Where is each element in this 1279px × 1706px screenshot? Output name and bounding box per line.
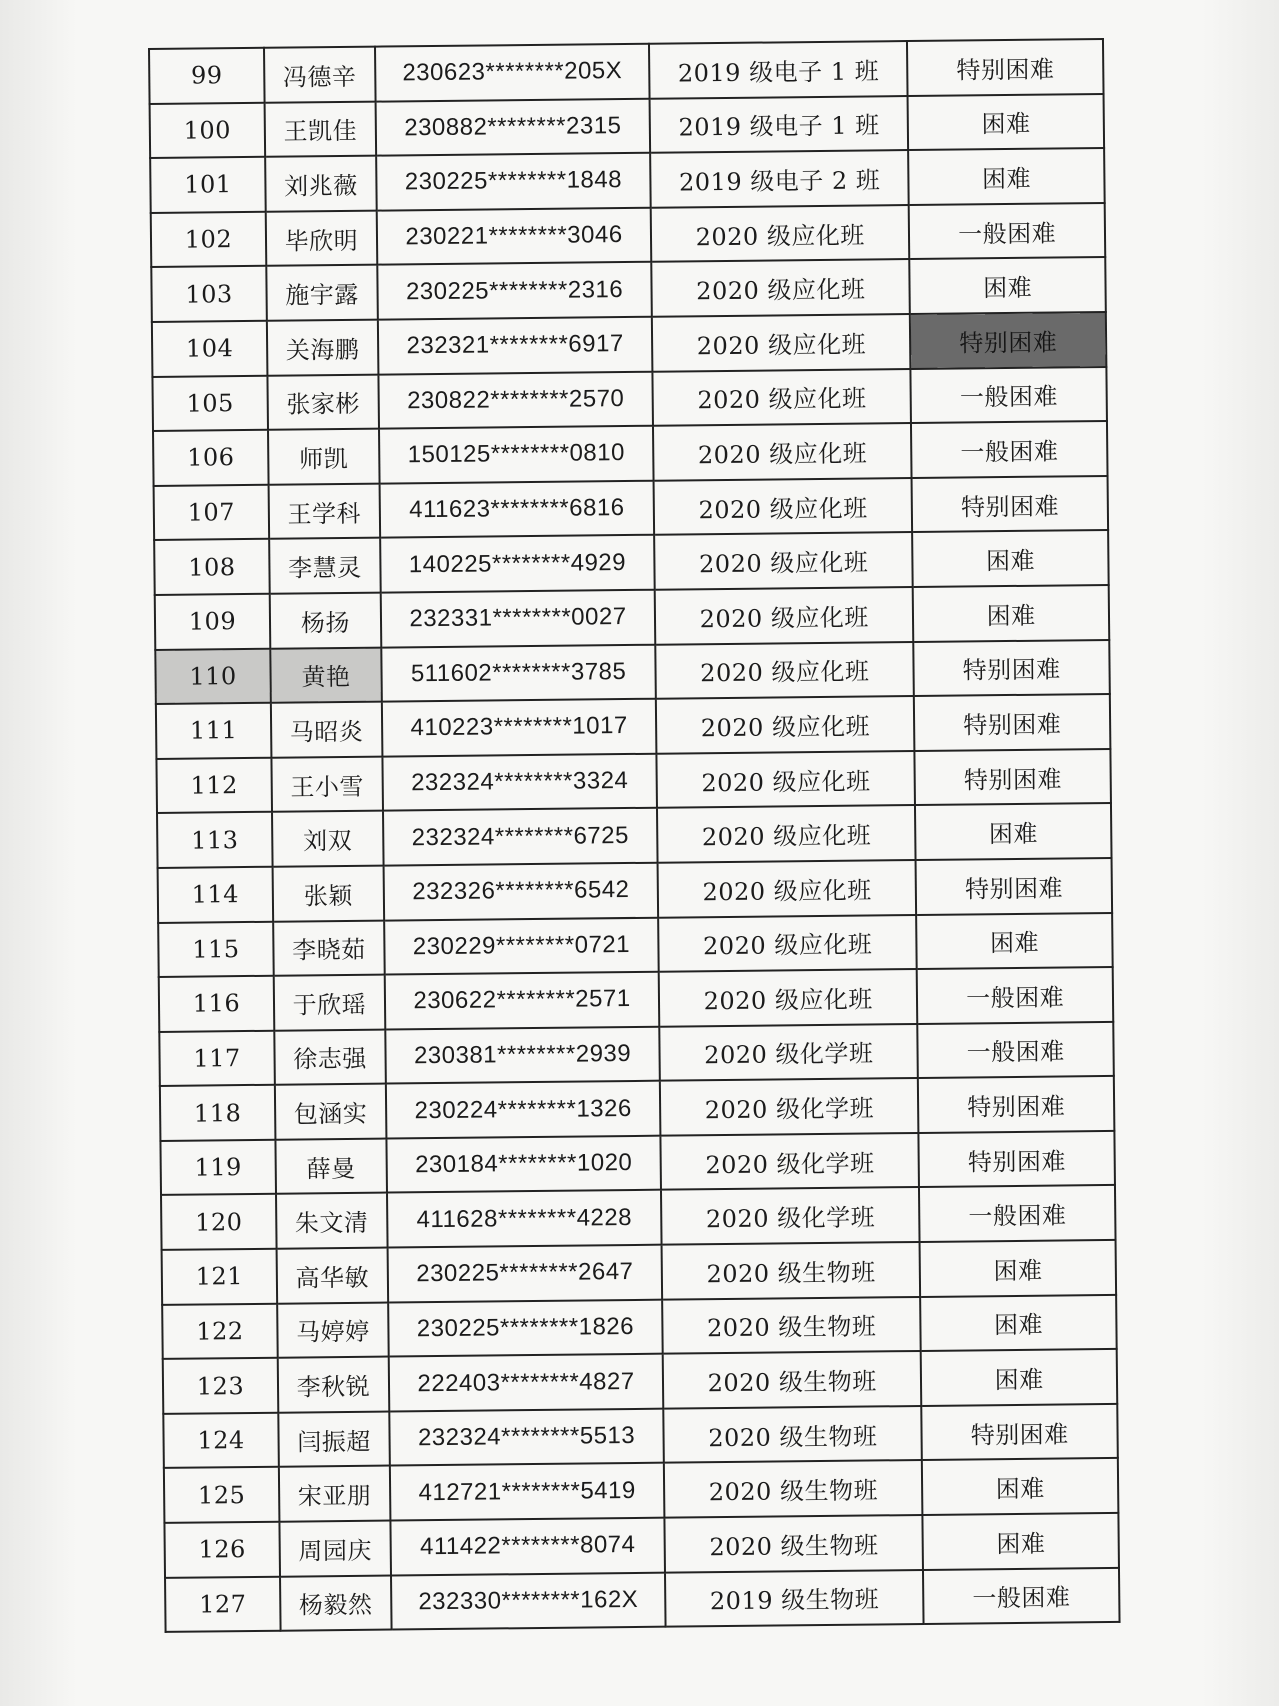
table-row [154, 530, 1109, 595]
table-row [160, 1076, 1115, 1141]
hardship-level: 困难 [923, 1513, 1119, 1570]
student-name: 闫振超 [278, 1411, 389, 1467]
row-number: 117 [159, 1030, 275, 1086]
student-name: 高华敏 [277, 1248, 388, 1304]
class-name: 2020 级应化班 [655, 642, 914, 699]
id-number: 232321********6917 [378, 317, 653, 374]
student-name: 李秋锐 [278, 1357, 389, 1413]
id-number: 230225********1848 [376, 153, 651, 210]
id-number: 230622********2571 [385, 972, 660, 1029]
hardship-level: 困难 [912, 530, 1108, 587]
student-name: 黄艳 [270, 647, 381, 703]
class-name: 2020 级应化班 [659, 969, 918, 1026]
row-number: 118 [160, 1085, 276, 1141]
class-name: 2020 级应化班 [655, 587, 914, 644]
hardship-level: 困难 [920, 1240, 1116, 1297]
hardship-level: 困难 [908, 94, 1104, 151]
student-name: 朱文清 [276, 1193, 387, 1249]
hardship-level: 困难 [915, 803, 1111, 860]
row-number: 111 [156, 703, 272, 759]
row-number: 120 [161, 1194, 277, 1250]
hardship-level: 特别困难 [918, 1076, 1114, 1133]
class-name: 2020 级应化班 [651, 205, 910, 262]
row-number: 110 [155, 648, 271, 704]
id-number: 230229********0721 [384, 917, 659, 974]
row-number: 121 [162, 1249, 278, 1305]
class-name: 2020 级生物班 [665, 1515, 924, 1572]
id-number: 230225********1826 [388, 1299, 663, 1356]
id-number: 411623********6816 [379, 480, 654, 537]
hardship-level: 一般困难 [918, 1022, 1114, 1079]
class-name: 2020 级应化班 [658, 915, 917, 972]
table-row [156, 694, 1111, 759]
student-name: 张颖 [273, 865, 384, 921]
id-number: 511602********3785 [381, 644, 656, 701]
table-row [162, 1295, 1117, 1360]
hardship-level: 特别困难 [914, 639, 1110, 696]
student-name: 杨毅然 [280, 1575, 391, 1631]
class-name: 2020 级应化班 [658, 860, 917, 917]
table-row [160, 1131, 1115, 1196]
student-name: 李慧灵 [269, 538, 380, 594]
row-number: 100 [150, 102, 266, 158]
id-number: 230224********1326 [386, 1081, 661, 1138]
hardship-level: 一般困难 [923, 1568, 1119, 1625]
id-number: 410223********1017 [382, 699, 657, 756]
hardship-level: 困难 [913, 585, 1109, 642]
student-name: 包涵实 [275, 1084, 386, 1140]
hardship-level: 一般困难 [917, 967, 1113, 1024]
student-name: 薛曼 [275, 1138, 386, 1194]
table-row [150, 148, 1105, 213]
row-number: 108 [154, 539, 270, 595]
row-number: 104 [152, 321, 268, 377]
row-number: 101 [150, 157, 266, 213]
class-name: 2020 级化学班 [661, 1133, 920, 1190]
id-number: 232324********3324 [382, 753, 657, 810]
hardship-level: 特别困难 [910, 312, 1106, 369]
table-row [151, 203, 1106, 268]
table-body [149, 39, 1120, 1632]
row-number: 113 [157, 812, 273, 868]
class-name: 2020 级应化班 [653, 369, 912, 426]
id-number: 232326********6542 [383, 863, 658, 920]
table-row [163, 1404, 1118, 1469]
hardship-level: 困难 [922, 1458, 1118, 1515]
row-number: 126 [164, 1522, 280, 1578]
table-row [164, 1513, 1119, 1578]
student-name: 杨扬 [270, 593, 381, 649]
student-name: 毕欣明 [266, 210, 377, 266]
class-name: 2019 级生物班 [665, 1570, 924, 1627]
hardship-level: 特别困难 [912, 476, 1108, 533]
hardship-level: 特别困难 [915, 749, 1111, 806]
id-number: 232331********0027 [381, 590, 656, 647]
class-name: 2020 级应化班 [652, 314, 911, 371]
class-name: 2020 级应化班 [657, 751, 916, 808]
student-name: 宋亚朋 [279, 1466, 390, 1522]
student-name: 王小雪 [271, 756, 382, 812]
class-name: 2020 级生物班 [662, 1242, 921, 1299]
id-number: 230225********2316 [377, 262, 652, 319]
hardship-level: 特别困难 [914, 694, 1110, 751]
id-number: 411422********8074 [390, 1518, 665, 1575]
row-number: 106 [153, 430, 269, 486]
id-number: 230184********1020 [386, 1136, 661, 1193]
id-number: 230221********3046 [377, 208, 652, 265]
table-row [162, 1240, 1117, 1305]
table-row [155, 639, 1110, 704]
student-name: 于欣瑶 [274, 975, 385, 1031]
row-number: 127 [165, 1576, 281, 1632]
hardship-level: 特别困难 [922, 1404, 1118, 1461]
table-row [152, 312, 1107, 377]
class-name: 2019 级电子 1 班 [650, 96, 909, 153]
row-number: 122 [162, 1303, 278, 1359]
table-row [159, 1022, 1114, 1087]
row-number: 115 [158, 921, 274, 977]
class-name: 2020 级化学班 [661, 1187, 920, 1244]
hardship-level: 一般困难 [909, 203, 1105, 260]
class-name: 2020 级生物班 [663, 1406, 922, 1463]
class-name: 2020 级生物班 [663, 1351, 922, 1408]
hardship-level: 特别困难 [907, 39, 1103, 96]
table-row [165, 1568, 1120, 1633]
row-number: 123 [163, 1358, 279, 1414]
table-row [159, 967, 1114, 1032]
id-number: 232330********162X [391, 1572, 666, 1629]
class-name: 2020 级化学班 [659, 1024, 918, 1081]
row-number: 124 [163, 1413, 279, 1469]
row-number: 103 [151, 266, 267, 322]
id-number: 230822********2570 [378, 371, 653, 428]
id-number: 232324********6725 [383, 808, 658, 865]
id-number: 222403********4827 [389, 1354, 664, 1411]
class-name: 2019 级电子 2 班 [650, 150, 909, 207]
student-name: 刘兆薇 [265, 156, 376, 212]
row-number: 102 [151, 212, 267, 268]
table-row [158, 858, 1113, 923]
hardship-level: 困难 [916, 912, 1112, 969]
row-number: 99 [149, 48, 265, 104]
row-number: 112 [156, 757, 272, 813]
hardship-level: 困难 [910, 257, 1106, 314]
student-name: 马昭炎 [271, 702, 382, 758]
id-number: 232324********5513 [389, 1409, 664, 1466]
class-name: 2020 级应化班 [651, 259, 910, 316]
table-row [151, 257, 1106, 322]
table-row [157, 803, 1112, 868]
class-name: 2020 级应化班 [657, 805, 916, 862]
student-name: 周园庆 [279, 1521, 390, 1577]
class-name: 2020 级应化班 [656, 696, 915, 753]
class-name: 2020 级应化班 [654, 478, 913, 535]
class-name: 2020 级应化班 [653, 423, 912, 480]
student-aid-table [148, 38, 1121, 1633]
student-name: 刘双 [272, 811, 383, 867]
table-row [150, 94, 1105, 159]
hardship-level: 一般困难 [911, 367, 1107, 424]
table-row [155, 585, 1110, 650]
row-number: 107 [154, 485, 270, 541]
row-number: 125 [164, 1467, 280, 1523]
hardship-level: 特别困难 [919, 1131, 1115, 1188]
row-number: 116 [159, 976, 275, 1032]
id-number: 412721********5419 [390, 1463, 665, 1520]
row-number: 109 [155, 594, 271, 650]
table-row [156, 749, 1111, 814]
table-row [161, 1185, 1116, 1250]
table-row [153, 421, 1108, 486]
hardship-level: 特别困难 [916, 858, 1112, 915]
hardship-level: 困难 [921, 1349, 1117, 1406]
student-name: 关海鹏 [267, 320, 378, 376]
row-number: 105 [152, 375, 268, 431]
student-name: 李晓茹 [273, 920, 384, 976]
student-name: 徐志强 [274, 1029, 385, 1085]
table-row [164, 1458, 1119, 1523]
class-name: 2019 级电子 1 班 [649, 41, 908, 98]
row-number: 114 [158, 867, 274, 923]
class-name: 2020 级生物班 [662, 1297, 921, 1354]
student-name: 张家彬 [267, 374, 378, 430]
class-name: 2020 级化学班 [660, 1078, 919, 1135]
table-row [149, 39, 1104, 104]
student-name: 冯德辛 [264, 47, 375, 103]
id-number: 150125********0810 [379, 426, 654, 483]
hardship-level: 困难 [920, 1295, 1116, 1352]
id-number: 140225********4929 [380, 535, 655, 592]
student-name: 施宇露 [266, 265, 377, 321]
hardship-level: 一般困难 [911, 421, 1107, 478]
student-name: 王凯佳 [265, 101, 376, 157]
class-name: 2020 级生物班 [664, 1460, 923, 1517]
table-row [163, 1349, 1118, 1414]
row-number: 119 [160, 1140, 276, 1196]
id-number: 411628********4228 [387, 1190, 662, 1247]
table-row [154, 476, 1109, 541]
table-row [152, 367, 1107, 432]
student-name: 师凯 [268, 429, 379, 485]
student-name: 马婷婷 [277, 1302, 388, 1358]
id-number: 230623********205X [375, 44, 650, 101]
id-number: 230381********2939 [385, 1026, 660, 1083]
id-number: 230882********2315 [375, 98, 650, 155]
hardship-level: 一般困难 [919, 1185, 1115, 1242]
table-row [158, 912, 1113, 977]
id-number: 230225********2647 [387, 1245, 662, 1302]
hardship-level: 困难 [908, 148, 1104, 205]
class-name: 2020 级应化班 [654, 532, 913, 589]
student-name: 王学科 [269, 483, 380, 539]
